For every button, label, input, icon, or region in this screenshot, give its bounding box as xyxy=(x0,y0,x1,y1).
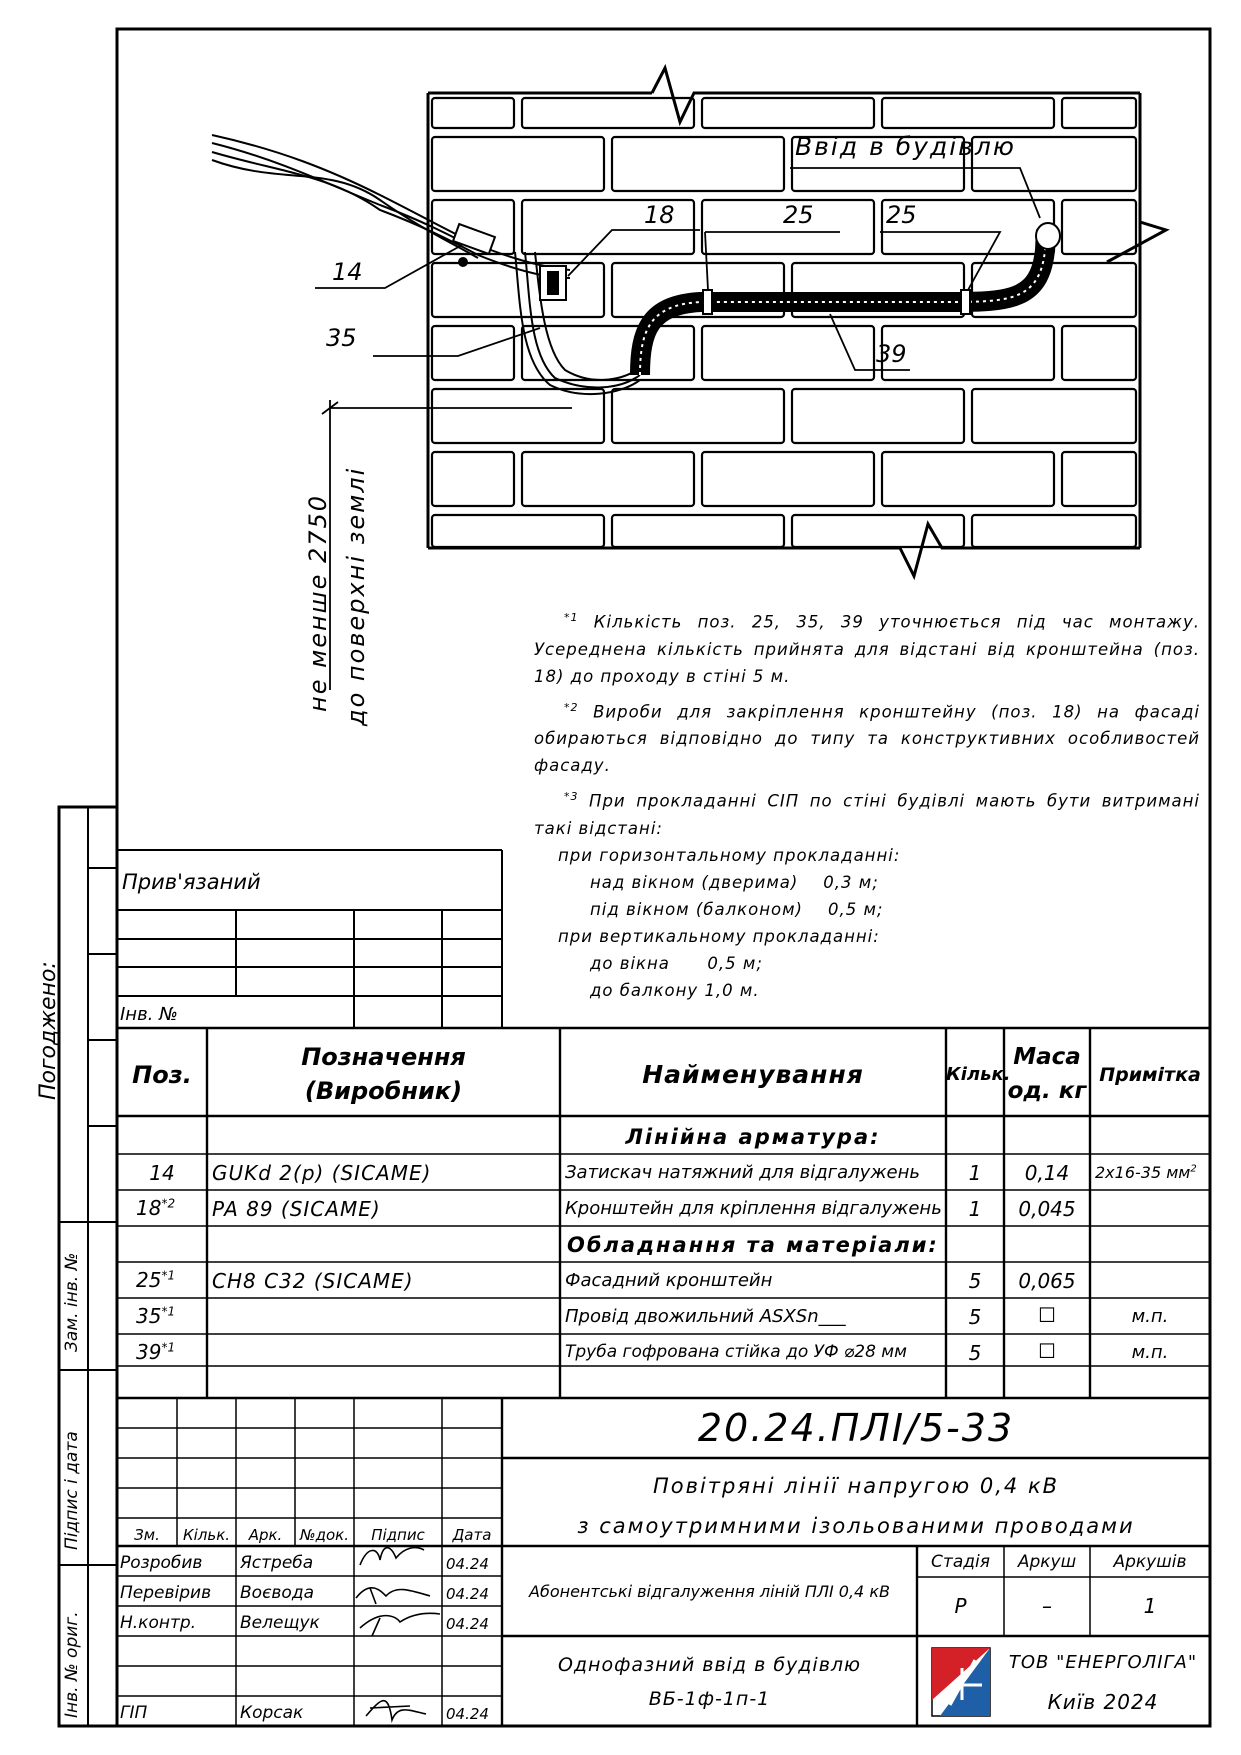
sheets-header: Аркушів xyxy=(1113,1552,1187,1572)
doc-code: 20.24.ПЛІ/5-33 xyxy=(697,1406,1015,1450)
side-signature-date: Підпис і дата xyxy=(62,1431,82,1550)
side-zam-inv: Зам. інв. № xyxy=(62,1252,82,1352)
signatures xyxy=(356,1548,440,1720)
note-2: $^{*2}$ Вироби для закріплення кронштейну (поз. 18) на фасаді обираються відповідно до типу та конструктивних особливостей фасаду. xyxy=(534,700,1200,775)
linked-inv: Інв. № xyxy=(120,1004,178,1025)
stage-value: Р xyxy=(954,1594,967,1618)
callout-25-left: 25 xyxy=(783,201,814,229)
spec-header-pos: Поз. xyxy=(132,1061,192,1089)
callout-14: 14 xyxy=(332,258,363,286)
section-title: Абонентські відгалуження ліній ПЛІ 0,4 кВ xyxy=(529,1582,890,1601)
spec-header-mass: Маса од. кг xyxy=(1007,1044,1087,1104)
linked-title: Прив'язаний xyxy=(122,870,261,894)
doc-name-1: Однофазний ввід в будівлю xyxy=(557,1654,862,1676)
company-name: ТОВ "ЕНЕРГОЛІГА" xyxy=(1008,1652,1198,1673)
note-3: $^{*3}$ При прокладанні СІП по стіні будівлі мають бути витримані такі відстані: xyxy=(534,790,1200,838)
doc-name-2: ВБ-1ф-1п-1 xyxy=(648,1688,771,1710)
spec-section-equipment: Обладнання та матеріали: xyxy=(567,1233,939,1257)
spec-header-name: Найменування xyxy=(642,1060,864,1089)
doc-title-2: з самоутримними ізольованими проводами xyxy=(577,1514,1135,1538)
notes-block xyxy=(534,604,1200,1004)
bricks xyxy=(432,98,1136,547)
callout-18: 18 xyxy=(644,201,675,229)
spec-header-note: Примітка xyxy=(1099,1064,1201,1086)
sheets-value: 1 xyxy=(1143,1594,1157,1618)
sheet-header: Аркуш xyxy=(1017,1552,1077,1572)
spec-header-qty: Кільк. xyxy=(946,1064,1011,1085)
height-note-2: до поверхні землі xyxy=(342,466,370,726)
entry-label: Ввід в будівлю xyxy=(795,132,1016,161)
callout-25-right: 25 xyxy=(886,201,917,229)
company-logo xyxy=(932,1648,990,1716)
sheet-value: – xyxy=(1042,1594,1052,1618)
note-3-details: при горизонтальному прокладанні: над вікном (дверима) 0,3 м; під вікном (балконом) 0,5 м; при вертикальному прокладанні: до вікна 0,5 м; до балкону 1,0 м. xyxy=(558,845,901,1000)
company-city: Київ 2024 xyxy=(1047,1690,1159,1714)
note-1: $^{*1}$ Кількість поз. 25, 35, 39 уточнюється під час монтажу. Усереднена кількість прийнята для відстані від кронштейна (поз. 18) до проходу в стіні 5 м. xyxy=(534,611,1200,686)
stage-header: Стадія xyxy=(931,1552,990,1572)
spec-section-linear: Лінійна арматура: xyxy=(625,1125,881,1149)
side-agreed: Погоджено: xyxy=(36,961,61,1100)
doc-title-1: Повітряні лінії напругою 0,4 кВ xyxy=(652,1474,1060,1498)
height-note-1: не менше 2750 xyxy=(304,493,332,712)
callout-35: 35 xyxy=(326,324,357,352)
callout-39: 39 xyxy=(876,340,907,368)
spec-header-designation: Позначення (Виробник) xyxy=(301,1043,466,1105)
side-inv-orig: Інв. № ориг. xyxy=(62,1611,82,1718)
